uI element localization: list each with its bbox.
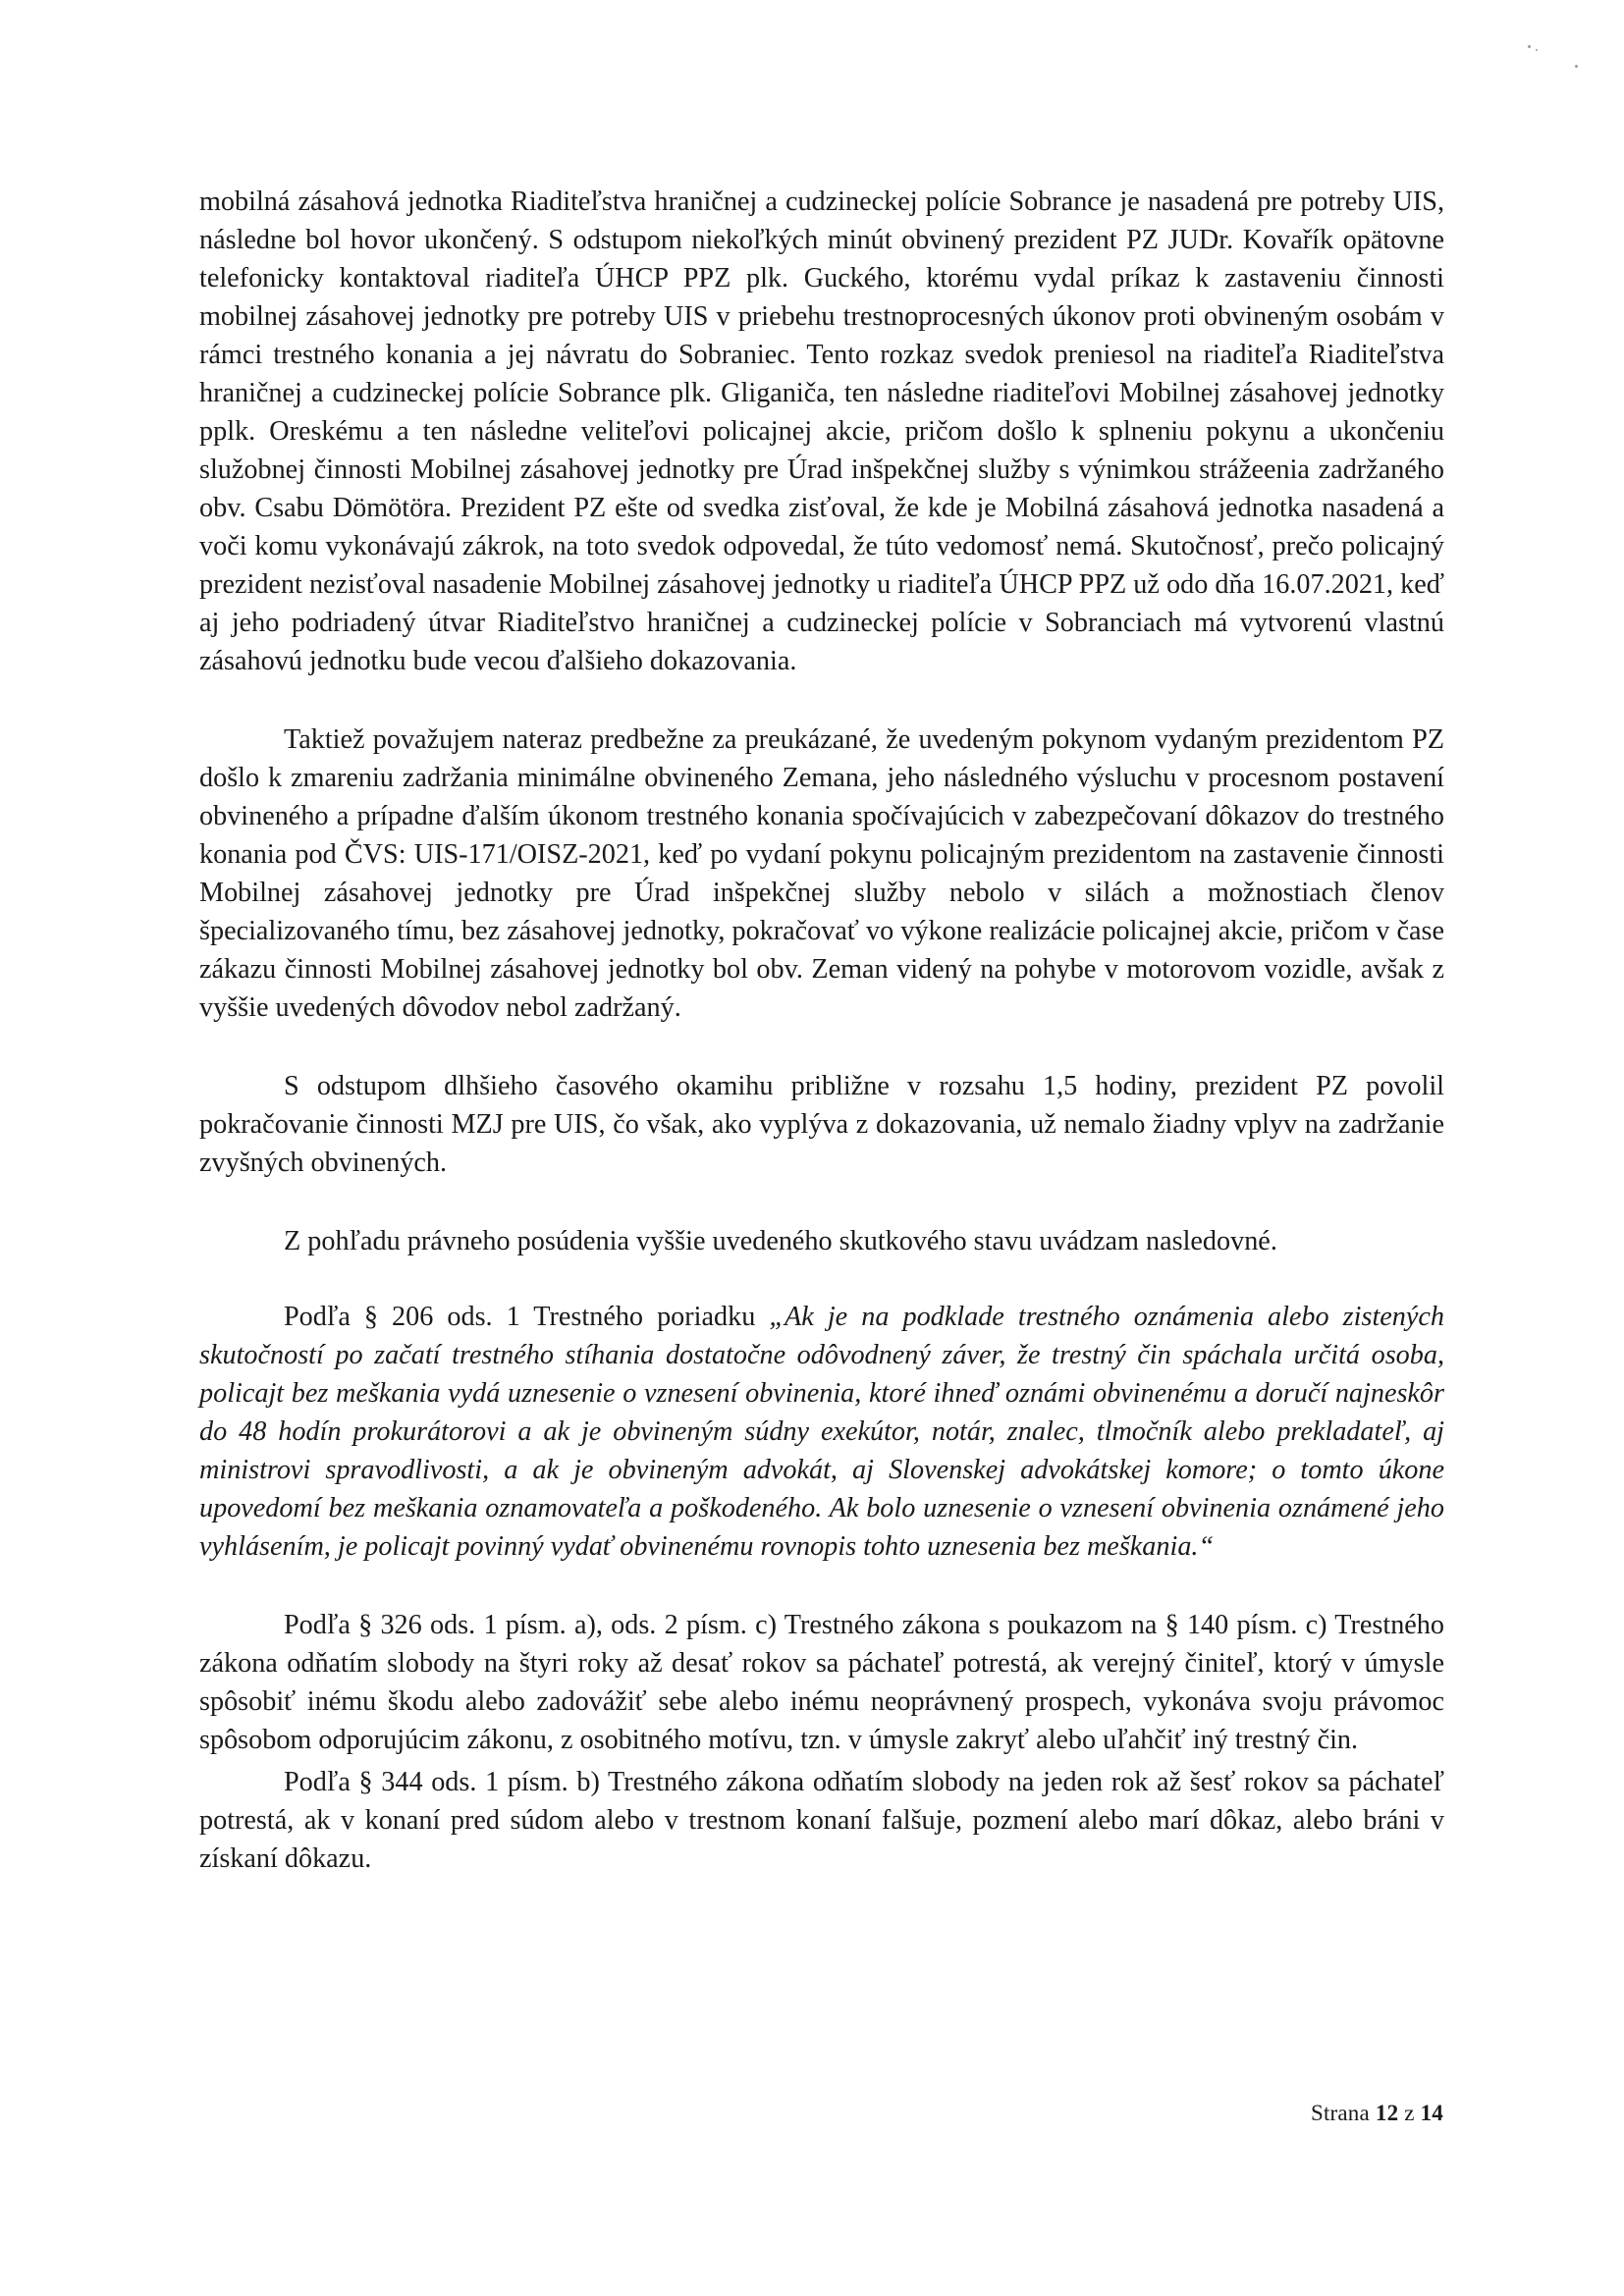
document-body <box>199 183 1444 1878</box>
paragraph-206 <box>199 1298 1444 1566</box>
page-number-prefix: Strana <box>1310 2101 1376 2125</box>
paragraph-344: Podľa § 344 ods. 1 písm. b) Trestného zákona odňatím slobody na jeden rok až šesť rokov sa páchateľ potrestá, ak v konaní pred súdom alebo v trestnom konaní falšuje, pozmení alebo marí dôkaz, alebo bráni v získaní dôkazu. <box>199 1767 1444 1874</box>
page-number-separator: z <box>1398 2101 1421 2125</box>
scan-speck <box>1536 49 1538 51</box>
paragraph-206-lead: Podľa § 206 ods. 1 Trestného poriadku <box>284 1302 770 1332</box>
scan-specks <box>1506 39 1585 98</box>
paragraph-326: Podľa § 326 ods. 1 písm. a), ods. 2 písm. c) Trestného zákona s poukazom na § 140 písm. c) Trestného zákona odňatím slobody na štyri roky až desať rokov sa páchateľ potrestá, ak verejný činiteľ, ktorý v úmysle spôsobiť inému škodu alebo zadovážiť sebe alebo inému neoprávnený prospech, vykonáva svoju právomoc spôsobom odporujúcim zákonu, z osobitného motívu, tzn. v úmysle zakryť alebo uľahčiť iný trestný čin. <box>199 1610 1444 1755</box>
scan-speck <box>1575 65 1578 68</box>
scan-speck <box>1528 45 1531 48</box>
paragraph-206-quote: „Ak je na podklade trestného oznámenia alebo zistených skutočností po začatí trestného stíhania dostatočne odôvodnený záver, že trestný čin spáchala určitá osoba, policajt bez meškania vydá uznesenie o vznesení obvinenia, ktoré ihneď oznámi obvinenému a doručí najneskôr do 48 hodín prokurátorovi a ak je obvineným súdny exekútor, notár, znalec, tlmočník alebo prekladateľ, aj ministrovi spravodlivosti, a ak je obvineným advokát, aj Slovenskej advokátskej komore; o tomto úkone upovedomí bez meškania oznamovateľa a poškodeného. Ak bolo uznesenie o vznesení obvinenia oznámené jeho vyhlásením, je policajt povinný vydať obvinenému rovnopis tohto uznesenia bez meškania.“ <box>199 1302 1445 1562</box>
page-number-total: 14 <box>1420 2101 1443 2125</box>
page-number-current: 12 <box>1375 2101 1399 2125</box>
page-number <box>1311 2101 1443 2126</box>
paragraph-conclusion: Taktiež považujem nateraz predbežne za preukázané, že uvedeným pokynom vydaným prezidentom PZ došlo k zmareniu zadržania minimálne obvineného Zemana, jeho následného výsluchu v procesnom postavení obvineného a prípadne ďalším úkonom trestného konania spočívajúcich v zabezpečovaní dôkazov do trestného konania pod ČVS: UIS-171/OISZ-2021, keď po vydaní pokynu policajným prezidentom na zastavenie činnosti Mobilnej zásahovej jednotky pre Úrad inšpekčnej služby nebolo v silách a možnostiach členov špecializovaného tímu, bez zásahovej jednotky, pokračovať vo výkone realizácie policajnej akcie, pričom v čase zákazu činnosti Mobilnej zásahovej jednotky bol obv. Zeman videný na pohybe v motorovom vozidle, avšak z vyššie uvedených dôvodov nebol zadržaný. <box>199 724 1444 1023</box>
paragraph-continuation: S odstupom dlhšieho časového okamihu približne v rozsahu 1,5 hodiny, prezident PZ povolil pokračovanie činnosti MZJ pre UIS, čo však, ako vyplýva z dokazovania, už nemalo žiadny vplyv na zadržanie zvyšných obvinených. <box>199 1071 1444 1178</box>
paragraph-intro: mobilná zásahová jednotka Riaditeľstva hraničnej a cudzineckej polície Sobrance je nasadená pre potreby UIS, následne bol hovor ukončený. S odstupom niekoľkých minút obvinený prezident PZ JUDr. Kovařík opätovne telefonicky kontaktoval riaditeľa ÚHCP PPZ plk. Guckého, ktorému vydal príkaz k zastaveniu činnosti mobilnej zásahovej jednotky pre potreby UIS v priebehu trestnoprocesných úkonov proti obvineným osobám v rámci trestného konania a jej návratu do Sobraniec. Tento rozkaz svedok preniesol na riaditeľa Riaditeľstva hraničnej a cudzineckej polície Sobrance plk. Gliganiča, ten následne riaditeľovi Mobilnej zásahovej jednotky pplk. Oreskému a ten následne veliteľovi policajnej akcie, pričom došlo k splneniu pokynu a ukončeniu služobnej činnosti Mobilnej zásahovej jednotky pre Úrad inšpekčnej služby s výnimkou strážeenia zadržaného obv. Csabu Dömötöra. Prezident PZ ešte od svedka zisťoval, že kde je Mobilná zásahová jednotka nasadená a voči komu vykonávajú zákrok, na toto svedok odpovedal, že túto vedomosť nemá. Skutočnosť, prečo policajný prezident nezisťoval nasadenie Mobilnej zásahovej jednotky u riaditeľa ÚHCP PPZ už odo dňa 16.07.2021, keď aj jeho podriadený útvar Riaditeľstvo hraničnej a cudzineckej polície v Sobranciach má vytvorenú vlastnú zásahovú jednotku bude vecou ďalšieho dokazovania. <box>199 187 1444 676</box>
paragraph-legal-intro: Z pohľadu právneho posúdenia vyššie uvedeného skutkového stavu uvádzam nasledovné. <box>284 1226 1277 1256</box>
